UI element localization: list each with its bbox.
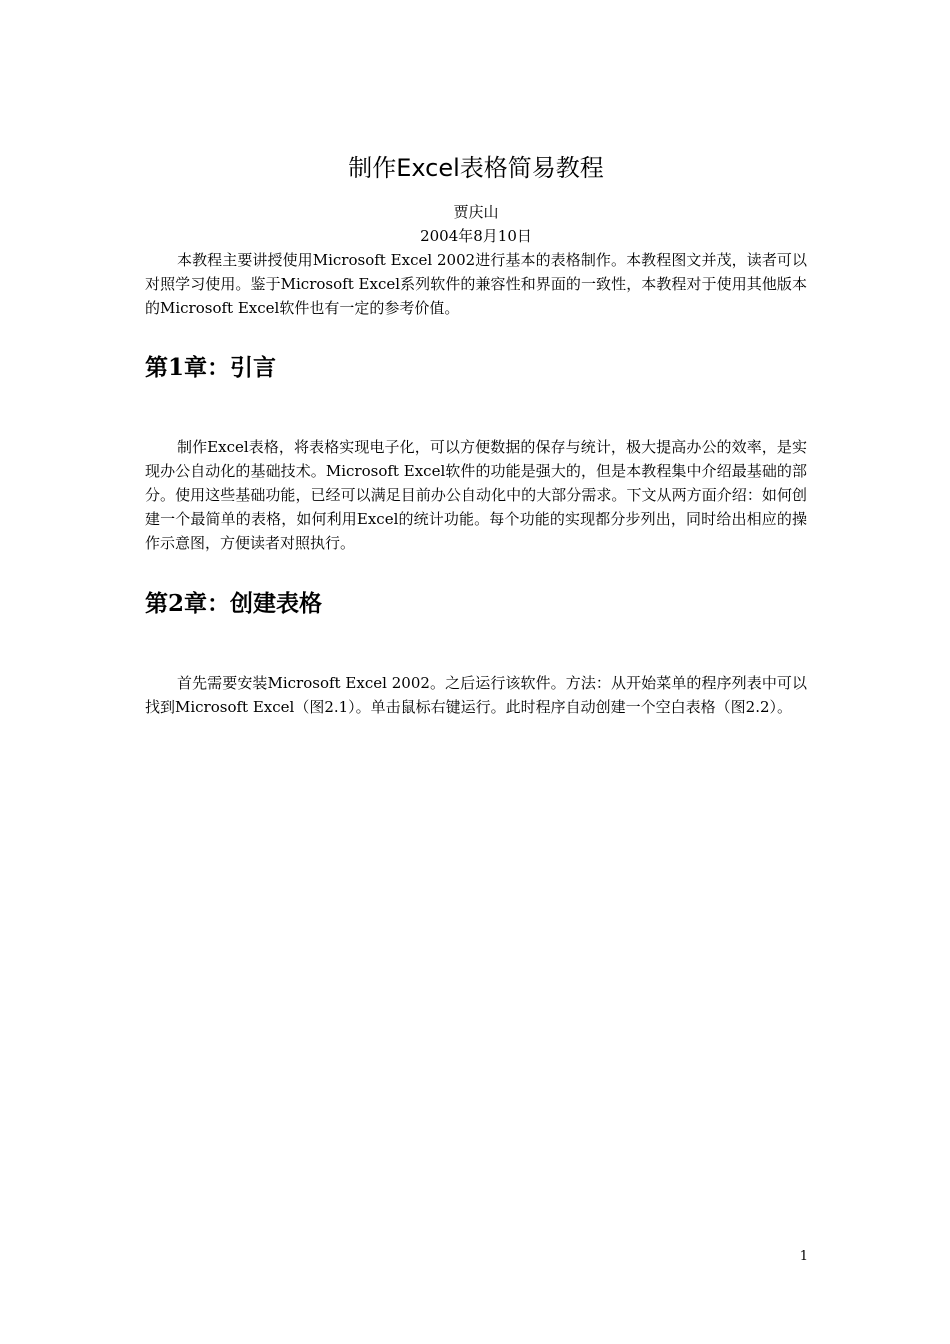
intro-paragraph: 本教程主要讲授使用Microsoft Excel 2002进行基本的表格制作。本教程图文并茂，读者可以对照学习使用。鉴于Microsoft Excel系列软件的兼容性和界面的一致性，本教程对于使用其他版本的Microsoft Excel软件也有一定的参考价值。 [145,251,807,317]
document-author: 贾庆山 [453,203,499,221]
chapter-2-paragraph: 首先需要安装Microsoft Excel 2002。之后运行该软件。方法：从开始菜单的程序列表中可以找到Microsoft Excel（图2.1）。单击鼠标右键运行。此时程序自动创建一个空白表格（图2.2）。 [145,674,807,716]
document-title: 制作Excel表格简易教程 [348,154,604,182]
page-number: 1 [799,1249,808,1264]
chapter-1-paragraph: 制作Excel表格，将表格实现电子化，可以方便数据的保存与统计，极大提高办公的效率，是实现办公自动化的基础技术。Microsoft Excel软件的功能是强大的，但是本教程集中介绍最基础的部分。使用这些基础功能，已经可以满足目前办公自动化中的大部分需求。下文从两方面介绍：如何创建一个最简单的表格，如何利用Excel的统计功能。每个功能的实现都分步列出，同时给出相应的操作示意图，方便读者对照执行。 [145,438,807,552]
document-date: 2004年8月10日 [420,227,532,245]
chapter-2-heading: 第2章：创建表格 [145,590,323,617]
chapter-1-heading: 第1章：引言 [145,354,277,381]
